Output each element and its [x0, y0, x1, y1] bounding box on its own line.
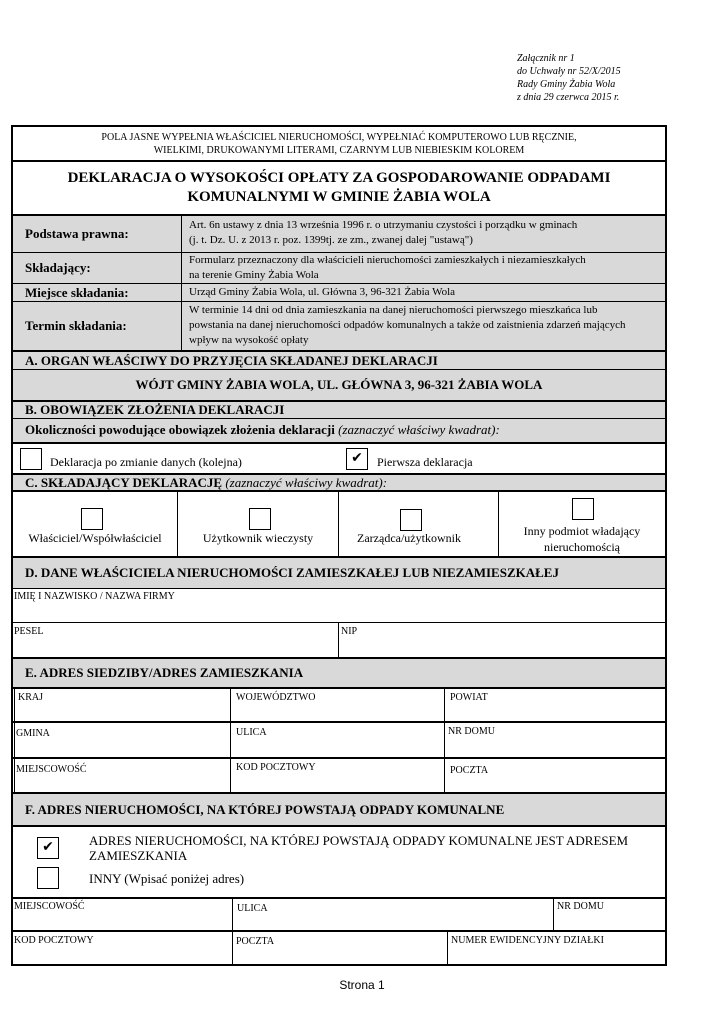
city-label: MIEJSCOWOŚĆ	[16, 764, 87, 775]
property-street-label: ULICA	[237, 903, 268, 914]
street-label: ULICA	[236, 727, 267, 738]
voivodeship-label: WOJEWÓDZTWO	[236, 692, 316, 703]
authority-name: WÓJT GMINY ŻABIA WOLA, UL. GŁÓWNA 3, 96-321 ŻABIA WOLA	[13, 370, 665, 400]
circumstances-hint: (zaznaczyć właściwy kwadrat):	[338, 422, 500, 437]
first-declaration-checkbox[interactable]	[346, 448, 368, 470]
nip-field[interactable]	[339, 623, 665, 657]
country-field[interactable]	[15, 689, 230, 721]
circumstances	[13, 419, 665, 442]
street-field[interactable]	[231, 723, 444, 757]
attachment-line: z dnia 29 czerwca 2015 r.	[517, 92, 620, 103]
other-entity-label	[499, 523, 665, 555]
instructions-line: POLA JASNE WYPEŁNIA WŁAŚCICIEL NIERUCHOMOŚCI, WYPEŁNIAĆ KOMPUTEROWO LUB RĘCZNIE,	[101, 132, 577, 143]
name-field-label: IMIĘ I NAZWISKO / NAZWA FIRMY	[14, 591, 175, 602]
change-data-label: Deklaracja po zmianie danych (kolejna)	[50, 455, 242, 469]
post-office-label: POCZTA	[450, 765, 489, 776]
deadline-line: wpływ na wysokość opłaty	[189, 334, 309, 346]
property-post-office-label: POCZTA	[236, 936, 275, 947]
deadline-label: Termin składania:	[13, 302, 181, 350]
house-number-field[interactable]	[445, 723, 665, 757]
perpetual-user-label: Użytkownik wieczysty	[202, 531, 314, 545]
place-value: Urząd Gminy Żabia Wola, ul. Główna 3, 96-321 Żabia Wola	[181, 284, 665, 301]
property-house-number-field[interactable]	[554, 899, 665, 930]
other-entity-line: Inny podmiot władający	[523, 524, 641, 538]
pesel-field[interactable]	[13, 623, 338, 657]
deadline-line: powstania na danej nieruchomości odpadów komunalnych a także od zaistnienia zdarzeń mających	[189, 319, 626, 331]
change-data-checkbox[interactable]	[20, 448, 42, 470]
section-c-hint: (zaznaczyć właściwy kwadrat):	[225, 475, 388, 490]
section-b-title: B. OBOWIĄZEK ZŁOŻENIA DEKLARACJI	[13, 402, 665, 418]
check-icon: ✔	[42, 839, 54, 855]
section-c-title: C. SKŁADAJĄCY DEKLARACJĘ	[25, 475, 223, 490]
first-declaration-label: Pierwsza deklaracja	[377, 455, 473, 469]
district-label: POWIAT	[450, 692, 488, 703]
instructions-line: WIELKIMI, DRUKOWANYMI LITERAMI, CZARNYM LUB NIEBIESKIM KOLOREM	[153, 145, 525, 156]
postcode-field[interactable]	[231, 759, 444, 792]
attachment-line: do Uchwały nr 52/X/2015	[517, 66, 621, 77]
perpetual-user-checkbox[interactable]	[249, 508, 271, 530]
circumstances-label: Okoliczności powodujące obowiązek złożenia deklaracji	[25, 422, 335, 437]
section-e-title: E. ADRES SIEDZIBY/ADRES ZAMIESZKANIA	[13, 659, 665, 687]
form-title	[13, 162, 665, 214]
manager-label: Zarządca/użytkownik	[357, 531, 461, 545]
manager-checkbox[interactable]	[400, 509, 422, 531]
place-label: Miejsce składania:	[13, 284, 181, 301]
attachment-line: Rady Gminy Żabia Wola	[517, 79, 616, 90]
commune-field[interactable]	[15, 723, 230, 757]
plot-number-field[interactable]	[448, 932, 665, 965]
same-address-label	[89, 833, 628, 863]
form-title-line: KOMUNALNYMI W GMINIE ŻABIA WOLA	[187, 189, 491, 205]
country-label: KRAJ	[18, 692, 44, 703]
property-house-number-label: NR DOMU	[557, 901, 604, 912]
other-address-checkbox[interactable]	[37, 867, 59, 889]
plot-number-label: NUMER EWIDENCYJNY DZIAŁKI	[451, 935, 604, 946]
property-postcode-field[interactable]	[13, 932, 232, 965]
instructions	[13, 127, 665, 160]
property-street-field[interactable]	[233, 899, 553, 930]
property-post-office-field[interactable]	[233, 932, 447, 965]
deadline-value	[181, 302, 665, 350]
legal-basis-line: Art. 6n ustawy z dnia 13 września 1996 r. o utrzymaniu czystości i porządku w gminach	[189, 219, 578, 231]
commune-label: GMINA	[16, 728, 50, 739]
attachment-note	[517, 52, 621, 104]
submitter-line: na terenie Gminy Żabia Wola	[189, 269, 319, 281]
same-address-line: ADRES NIERUCHOMOŚCI, NA KTÓREJ POWSTAJĄ ODPADY KOMUNALNE JEST ADRESEM	[89, 833, 629, 848]
property-city-field[interactable]	[13, 899, 232, 930]
pesel-label: PESEL	[14, 626, 44, 637]
legal-basis-line: (j. t. Dz. U. z 2013 r. poz. 1399tj. ze zm., zwanej dalej "ustawą")	[189, 234, 473, 246]
page-number: Strona 1	[339, 978, 385, 992]
attachment-line: Załącznik nr 1	[517, 53, 575, 64]
postcode-label: KOD POCZTOWY	[236, 762, 316, 773]
other-entity-checkbox[interactable]	[572, 498, 594, 520]
legal-basis-label: Podstawa prawna:	[13, 216, 181, 252]
section-a-title: A. ORGAN WŁAŚCIWY DO PRZYJĘCIA SKŁADANEJ DEKLARACJI	[13, 352, 665, 369]
submitter-label: Składający:	[13, 253, 181, 283]
voivodeship-field[interactable]	[231, 689, 444, 721]
post-office-field[interactable]	[445, 759, 665, 792]
name-field[interactable]	[13, 589, 665, 622]
deadline-line: W terminie 14 dni od dnia zamieszkania na danej nieruchomości pierwszego mieszkańca lub	[189, 304, 598, 316]
property-city-label: MIEJSCOWOŚĆ	[14, 901, 85, 912]
property-postcode-label: KOD POCZTOWY	[14, 935, 94, 946]
submitter-value	[181, 253, 665, 283]
owner-checkbox[interactable]	[81, 508, 103, 530]
nip-label: NIP	[341, 626, 358, 637]
owner-label: Właściciel/Współwłaściciel	[28, 531, 162, 545]
same-address-line: ZAMIESZKANIA	[89, 848, 188, 863]
other-address-label: INNY (Wpisać poniżej adres)	[89, 871, 245, 886]
district-field[interactable]	[445, 689, 665, 721]
other-entity-line: nieruchomością	[544, 540, 620, 554]
same-address-checkbox[interactable]	[37, 837, 59, 859]
city-field[interactable]	[15, 759, 230, 792]
house-number-label: NR DOMU	[448, 726, 495, 737]
section-f-title: F. ADRES NIERUCHOMOŚCI, NA KTÓREJ POWSTAJĄ ODPADY KOMUNALNE	[13, 794, 665, 825]
form-title-line: DEKLARACJA O WYSOKOŚCI OPŁATY ZA GOSPODAROWANIE ODPADAMI	[67, 170, 611, 186]
check-icon: ✔	[351, 450, 363, 466]
section-d-title: D. DANE WŁAŚCICIELA NIERUCHOMOŚCI ZAMIESZKAŁEJ LUB NIEZAMIESZKAŁEJ	[13, 558, 665, 588]
legal-basis-value	[181, 216, 665, 252]
section-c-header	[13, 475, 665, 490]
submitter-line: Formularz przeznaczony dla właścicieli nieruchomości zamieszkałych i niezamieszkałych	[189, 254, 586, 266]
